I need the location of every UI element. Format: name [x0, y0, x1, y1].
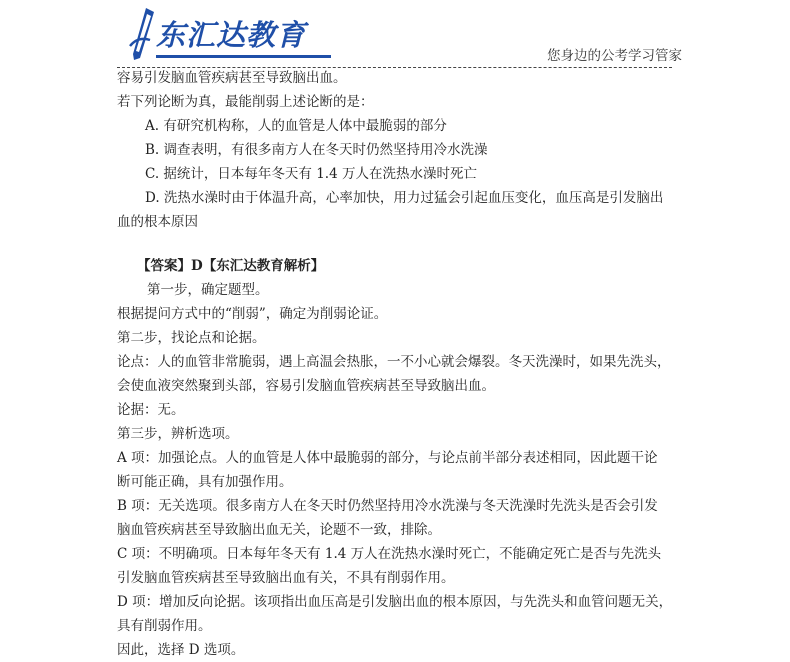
brand-logo: [128, 6, 338, 62]
analysis-conclusion: 因此，选择 D 选项。: [117, 642, 245, 658]
option-d: D. 洗热水澡时由于体温升高，心率加快，用力过猛会引起血压变化，血压高是引发脑出: [145, 190, 664, 206]
analysis-line: 具有削弱作用。: [117, 618, 212, 634]
logo-text: 东汇达教育: [156, 18, 307, 52]
question-line: 容易引发脑血管疾病甚至导致脑出血。: [117, 70, 347, 86]
pen-logo-icon: [128, 6, 158, 62]
analysis-line: 引发脑血管疾病甚至导致脑出血有关，不具有削弱作用。: [117, 570, 455, 586]
page-header: [0, 0, 790, 70]
header-tagline: 您身边的公考学习管家: [547, 48, 682, 64]
analysis-line: 第二步，找论点和论据。: [117, 330, 266, 346]
analysis-line: A 项：加强论点。人的血管是人体中最脆弱的部分，与论点前半部分表述相同，因此题干论: [117, 450, 658, 466]
analysis-line: C 项：不明确项。日本每年冬天有 1.4 万人在洗热水澡时死亡，不能确定死亡是否与先洗头: [117, 546, 662, 562]
option-a: A. 有研究机构称，人的血管是人体中最脆弱的部分: [145, 118, 447, 134]
option-c: C. 据统计，日本每年冬天有 1.4 万人在洗热水澡时死亡: [145, 166, 477, 182]
analysis-line: 会使血液突然聚到头部，容易引发脑血管疾病甚至导致脑出血。: [117, 378, 495, 394]
analysis-line: 第三步，辨析选项。: [117, 426, 239, 442]
analysis-line: B 项：无关选项。很多南方人在冬天时仍然坚持用冷水洗澡与冬天洗澡时先洗头是否会引发: [117, 498, 658, 514]
option-d-continued: 血的根本原因: [117, 214, 198, 230]
answer-heading: 【答案】D【东汇达教育解析】: [137, 258, 325, 274]
analysis-line: 论据：无。: [117, 402, 185, 418]
document-body: [117, 66, 677, 662]
analysis-line: 脑血管疾病甚至导致脑出血无关，论题不一致，排除。: [117, 522, 441, 538]
analysis-line: D 项：增加反向论据。该项指出血压高是引发脑出血的根本原因，与先洗头和血管问题无关，: [117, 594, 673, 610]
analysis-line: 论点：人的血管非常脆弱，遇上高温会热胀，一不小心就会爆裂。冬天洗澡时，如果先洗头，: [117, 354, 671, 370]
option-b: B. 调查表明，有很多南方人在冬天时仍然坚持用冷水洗澡: [145, 142, 488, 158]
question-prompt: 若下列论断为真，最能削弱上述论断的是：: [117, 94, 374, 110]
logo-underline: [156, 55, 331, 58]
analysis-line: 断可能正确，具有加强作用。: [117, 474, 293, 490]
paragraph-gap: [117, 234, 677, 254]
analysis-line: 根据提问方式中的“削弱”，确定为削弱论证。: [117, 306, 388, 322]
analysis-line: 第一步，确定题型。: [147, 282, 269, 298]
